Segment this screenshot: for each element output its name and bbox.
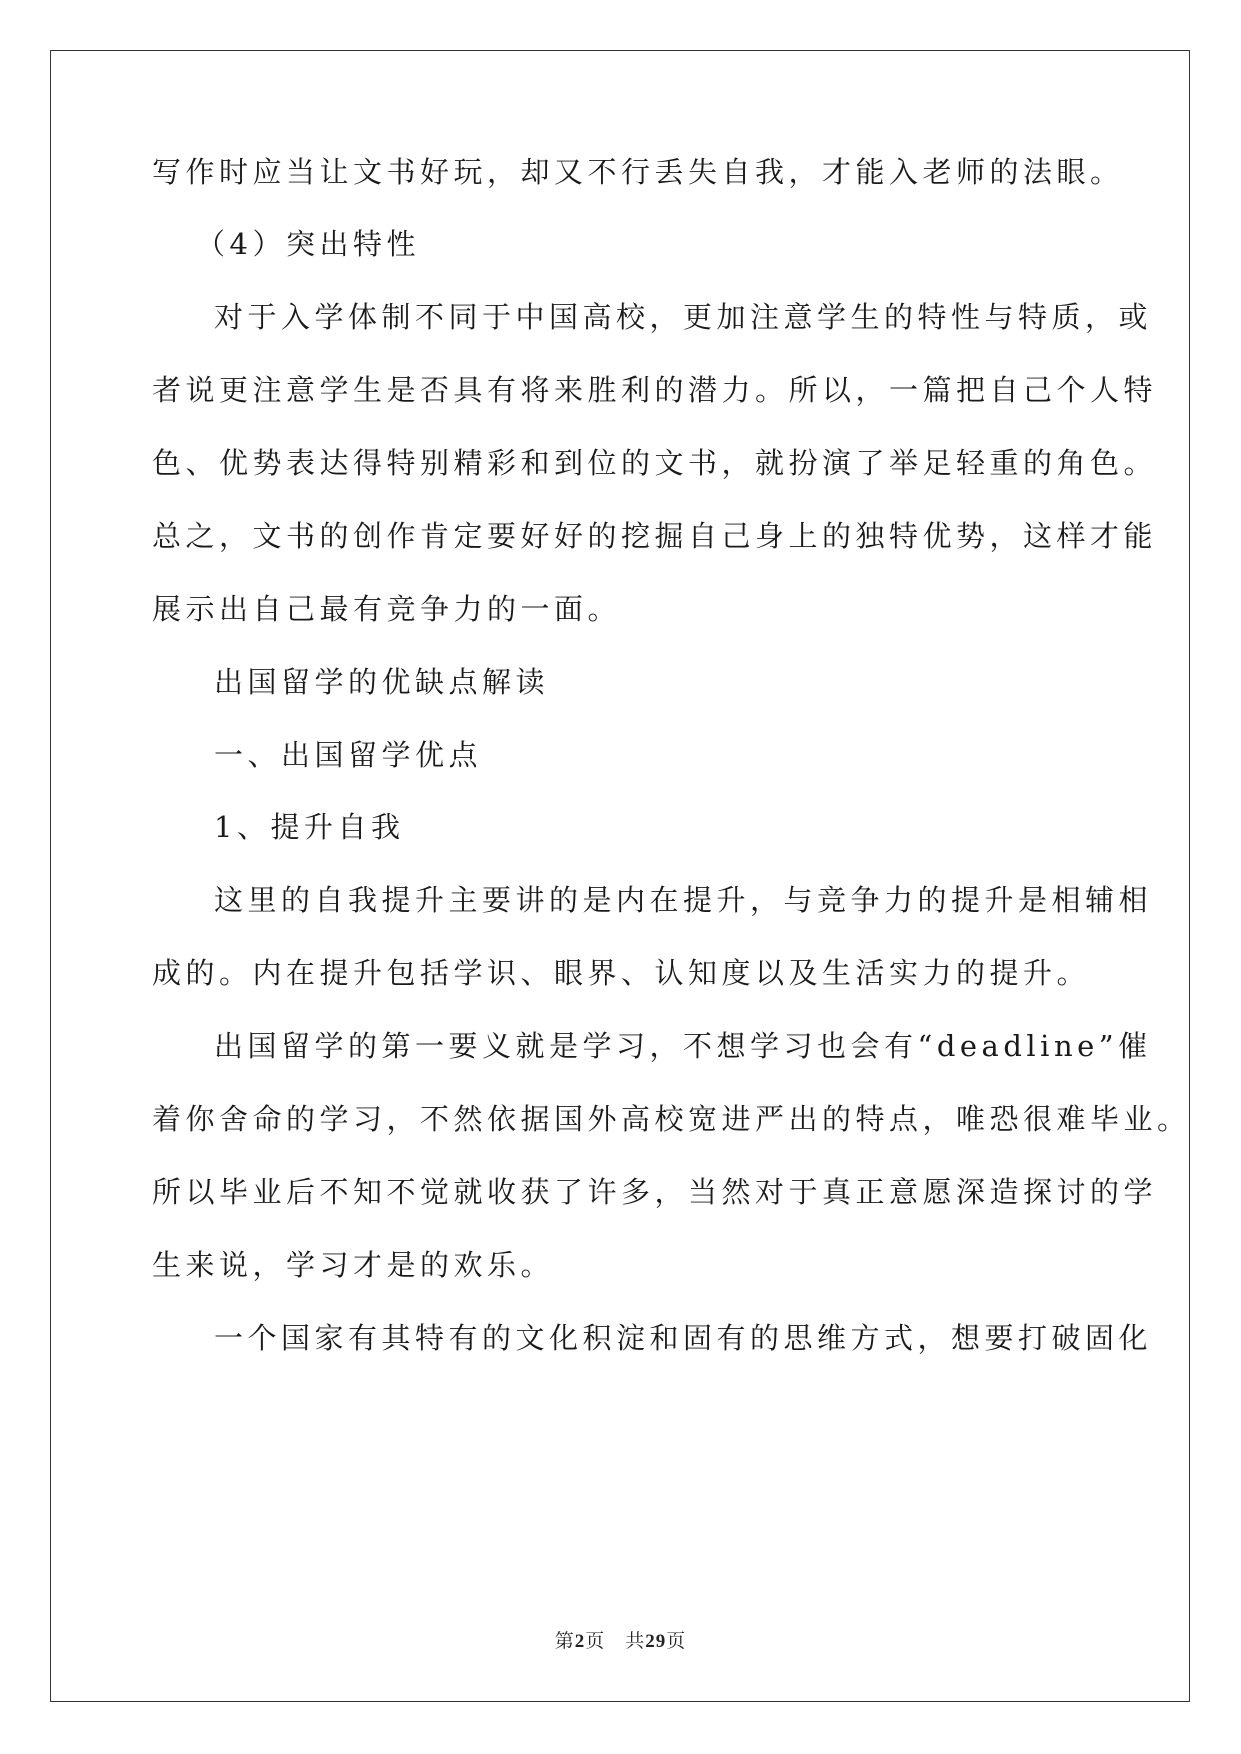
text-line: 所以毕业后不知不觉就收获了许多，当然对于真正意愿深造探讨的学 [152,1175,1158,1209]
footer-total-prefix: 共 [625,1631,646,1652]
section-heading: 一、出国留学优点 [214,738,483,772]
footer-total-suffix: 页 [666,1631,687,1652]
current-page-number: 2 [574,1631,586,1652]
section-heading: 出国留学的优缺点解读 [214,665,550,699]
text-line: 色、优势表达得特别精彩和到位的文书，就扮演了举足轻重的角色。 [152,446,1158,480]
footer-page-word: 页 [585,1631,606,1652]
paragraph-start: 出国留学的第一要义就是学习，不想学习也会有“deadline”催 [214,1029,1152,1063]
text-line: 者说更注意学生是否具有将来胜利的潜力。所以，一篇把自己个人特 [152,373,1158,407]
total-page-count: 29 [645,1631,667,1652]
text-line: 总之，文书的创作肯定要好好的挖掘自己身上的独特优势，这样才能 [152,519,1158,553]
text-line: 着你舍命的学习，不然依据国外高校宽进严出的特点，唯恐很难毕业。 [152,1102,1191,1136]
paragraph-start: 这里的自我提升主要讲的是内在提升，与竞争力的提升是相辅相 [214,883,1153,917]
text-line: 成的。内在提升包括学识、眼界、认知度以及生活实力的提升。 [152,956,1091,990]
page-footer [0,1626,1241,1653]
text-line: 写作时应当让文书好玩，却又不行丢失自我，才能入老师的法眼。 [152,155,1124,189]
text-line: 展示出自己最有竞争力的一面。 [152,592,622,626]
text-line: 生来说，学习才是的欢乐。 [152,1248,555,1282]
paragraph-start: 一个国家有其特有的文化积淀和固有的思维方式，想要打破固化 [214,1321,1153,1355]
paragraph-start: 对于入学体制不同于中国高校，更加注意学生的特性与特质，或 [214,300,1153,334]
footer-prefix: 第 [554,1631,575,1652]
section-heading: 1、提升自我 [214,810,405,844]
section-heading: （4）突出特性 [196,227,420,261]
